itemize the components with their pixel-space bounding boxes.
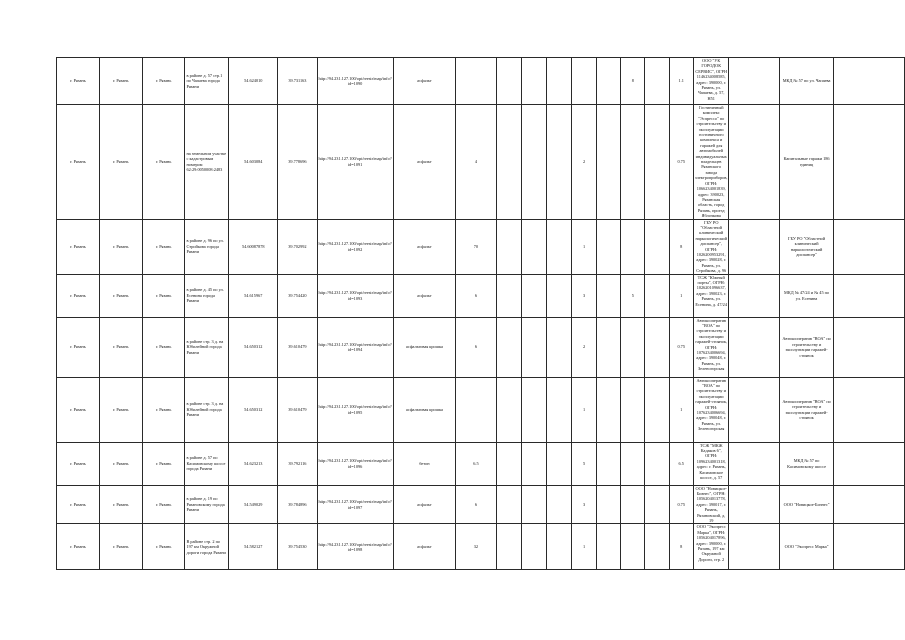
table-row (57, 442, 905, 485)
cell-col12 (546, 317, 571, 377)
cell-address: в районе д. 57 стр.1 по Чапаева города Рязани (185, 58, 229, 105)
cell-volume: 6.5 (669, 442, 693, 485)
cell-col19 (729, 442, 780, 485)
cell-area (456, 377, 497, 442)
cell-district: г. Рязань (99, 219, 142, 274)
register-body (57, 58, 905, 570)
cell-col12 (546, 442, 571, 485)
cell-address: в районе д. 57 по Касимовскому шоссе города Рязани (185, 442, 229, 485)
cell-longitude: 39.754530 (278, 524, 317, 570)
cell-latitude: 54.624010 (229, 58, 278, 105)
cell-col15 (621, 442, 645, 485)
cell-map-link[interactable]: http://94.231.127.100/opt/reestr/map/info?id=1096 (317, 442, 393, 485)
cell-municipality: г. Рязань (142, 524, 185, 570)
cell-col15 (621, 105, 645, 220)
cell-col16 (645, 219, 669, 274)
cell-longitude: 39.610479 (278, 377, 317, 442)
cell-col19 (729, 485, 780, 524)
cell-col15 (621, 377, 645, 442)
cell-col11 (521, 524, 546, 570)
cell-longitude: 39.778696 (278, 105, 317, 220)
cell-map-link[interactable]: http://94.231.127.100/opt/reestr/map/info?id=1093 (317, 274, 393, 317)
cell-address: в районе д. 45 по ул. Есенина города Рязани (185, 274, 229, 317)
cell-district: г. Рязань (99, 105, 142, 220)
cell-address: в районе стр. 3 д. на Юбилейной города Рязани (185, 377, 229, 442)
cell-surface: асфальтовая крошка (393, 377, 455, 442)
cell-containers: 3 (571, 274, 596, 317)
cell-latitude: 54.582127 (229, 524, 278, 570)
cell-municipality: г. Рязань (142, 317, 185, 377)
cell-col16 (645, 105, 669, 220)
cell-col10 (496, 317, 521, 377)
cell-settlement: г. Рязань (57, 58, 100, 105)
cell-settlement: г. Рязань (57, 105, 100, 220)
cell-col12 (546, 485, 571, 524)
cell-col19 (729, 105, 780, 220)
cell-spare (833, 524, 904, 570)
cell-col16 (645, 485, 669, 524)
cell-surface: асфальт (393, 58, 455, 105)
cell-col11 (521, 105, 546, 220)
table-row (57, 219, 905, 274)
cell-owner: Гостиничный комплекс "Эспрессо" по строительству и эксплуатации гостиничного комплекса и гаражей для автомобилей индивидуальных владельцев Рязанского завода электроприборов, ОГРН: 1066234001839, адрес: 390023, Рязанская область, город Рязань, проезд Яблочкова (694, 105, 728, 219)
table-row (57, 377, 905, 442)
cell-municipality: г. Рязань (142, 219, 185, 274)
cell-surface: асфальтовая крошка (393, 317, 455, 377)
cell-area: 6 (456, 485, 497, 524)
cell-col12 (546, 219, 571, 274)
cell-sources: Капитальные гаражи 186 единиц (780, 105, 833, 220)
cell-volume: 1 (669, 377, 693, 442)
cell-settlement: г. Рязань (57, 274, 100, 317)
cell-latitude: 54.650312 (229, 317, 278, 377)
table-row (57, 524, 905, 570)
cell-containers: 3 (571, 485, 596, 524)
cell-district: г. Рязань (99, 377, 142, 442)
cell-spare (833, 377, 904, 442)
cell-col12 (546, 58, 571, 105)
cell-col14 (597, 442, 621, 485)
cell-col14 (597, 524, 621, 570)
cell-col15 (621, 219, 645, 274)
cell-municipality: г. Рязань (142, 485, 185, 524)
cell-col14 (597, 317, 621, 377)
cell-col15: 5 (621, 274, 645, 317)
cell-address: на земельном участке с кадастровым номером 62:29:0050008:2483 (185, 105, 229, 220)
table-row (57, 274, 905, 317)
cell-col14 (597, 485, 621, 524)
cell-volume: 0.75 (669, 317, 693, 377)
cell-district: г. Рязань (99, 317, 142, 377)
table-row (57, 105, 905, 220)
cell-spare (833, 485, 904, 524)
cell-col12 (546, 105, 571, 220)
cell-col12 (546, 524, 571, 570)
cell-col11 (521, 317, 546, 377)
cell-latitude: 54.603084 (229, 105, 278, 220)
cell-col19 (729, 377, 780, 442)
cell-municipality: г. Рязань (142, 377, 185, 442)
cell-spare (833, 317, 904, 377)
cell-latitude: 54.60087878 (229, 219, 278, 274)
cell-col19 (729, 58, 780, 105)
cell-containers: 1 (571, 524, 596, 570)
cell-volume: 8 (669, 219, 693, 274)
cell-col16 (645, 377, 669, 442)
cell-district: г. Рязань (99, 274, 142, 317)
cell-map-link[interactable]: http://94.231.127.100/opt/reestr/map/info?id=1098 (317, 524, 393, 570)
cell-district: г. Рязань (99, 442, 142, 485)
cell-settlement: г. Рязань (57, 317, 100, 377)
cell-col14 (597, 274, 621, 317)
cell-col10 (496, 524, 521, 570)
cell-longitude: 39.754420 (278, 274, 317, 317)
cell-surface: бетон (393, 442, 455, 485)
cell-owner: ООО "УК ГОРОДОК СЕРВИС", ОГРН 1146234008585, адрес: 390000, г. Рязань, ул. Чапаева, д. 57, Н51 (693, 58, 729, 105)
table-row (57, 58, 905, 105)
cell-col19 (729, 274, 780, 317)
cell-spare (833, 219, 904, 274)
cell-containers: 2 (571, 105, 596, 220)
cell-area (456, 58, 497, 105)
cell-containers: 5 (571, 442, 596, 485)
cell-col15: 8 (621, 58, 645, 105)
cell-area: 70 (456, 219, 497, 274)
cell-municipality: г. Рязань (142, 58, 185, 105)
cell-col14 (597, 58, 621, 105)
cell-col15 (621, 524, 645, 570)
cell-address: в районе д. 19 по Рязановскому города Рязани (185, 485, 229, 524)
cell-volume: 1.1 (669, 58, 693, 105)
cell-col16 (645, 58, 669, 105)
cell-municipality: г. Рязань (142, 274, 185, 317)
cell-spare (833, 274, 904, 317)
cell-col10 (496, 377, 521, 442)
cell-district: г. Рязань (99, 485, 142, 524)
cell-sources: Автокооператив "ВОА" по строительству и эксплуатации гаражей-стоянок (780, 317, 833, 377)
cell-volume: 1 (669, 274, 693, 317)
cell-col12 (546, 274, 571, 317)
cell-col11 (521, 442, 546, 485)
cell-owner: ООО "Экспресс Марка", ОГРН: 1056204017896, адрес: 390000, г. Рязань, 197 км Окружной Дороги, стр. 2 (693, 524, 729, 570)
cell-surface: асфальт (393, 524, 455, 570)
cell-owner: ТСЖ "Южный порты", ОГРН: 1026201096637, адрес: 390023, г. Рязань, ул. Есенина, д. 47/24 (693, 274, 729, 317)
cell-containers: 1 (571, 377, 596, 442)
cell-volume: 0.75 (669, 485, 693, 524)
cell-longitude: 39.610479 (278, 317, 317, 377)
cell-sources: ООО "Экспресс Марка" (780, 524, 833, 570)
cell-owner: ГБУ РО "Областной клинический наркологический диспансер", ОГРН: 1026200953291, адрес: 390028, г. Рязань, ул. Стройкова, д. 96 (693, 219, 729, 274)
cell-settlement: г. Рязань (57, 524, 100, 570)
cell-longitude: 39.702992 (278, 219, 317, 274)
cell-address: в районе д. 96 по ул. Стройкова города Рязани (185, 219, 229, 274)
cell-col15 (621, 317, 645, 377)
cell-volume: 0.75 (669, 105, 693, 220)
cell-longitude: 39.792116 (278, 442, 317, 485)
cell-owner: Автокооператив "ВОА" по строительству и эксплуатации гаражей-стоянок, ОГРН: 1076234006694, адрес: 390048, г. Рязань, ул. Зеленогорская (693, 317, 729, 377)
cell-col10 (496, 219, 521, 274)
cell-col14 (597, 105, 621, 220)
cell-map-link[interactable]: http://94.231.127.100/opt/reestr/map/info?id=1091 (317, 105, 393, 220)
register-table (56, 57, 905, 570)
cell-spare (833, 442, 904, 485)
cell-col19 (729, 317, 780, 377)
cell-col19 (729, 219, 780, 274)
cell-latitude: 54.615967 (229, 274, 278, 317)
table-row (57, 485, 905, 524)
cell-sources: ООО "Новицкое-Бизнес" (780, 485, 833, 524)
cell-area: 6 (456, 274, 497, 317)
cell-col11 (521, 219, 546, 274)
cell-area: 32 (456, 524, 497, 570)
cell-col10 (496, 105, 521, 220)
cell-settlement: г. Рязань (57, 485, 100, 524)
cell-area: 6.5 (456, 442, 497, 485)
cell-map-link[interactable]: http://94.231.127.100/opt/reestr/map/info?id=1094 (317, 317, 393, 377)
cell-area: 6 (456, 317, 497, 377)
cell-containers: 2 (571, 317, 596, 377)
cell-sources: ГБУ РО "Областной клинический наркологический диспансер" (780, 219, 833, 274)
cell-col19 (729, 524, 780, 570)
cell-col10 (496, 274, 521, 317)
cell-col11 (521, 377, 546, 442)
cell-col16 (645, 317, 669, 377)
cell-col16 (645, 274, 669, 317)
cell-map-link[interactable]: http://94.231.127.100/opt/reestr/map/info?id=1097 (317, 485, 393, 524)
cell-latitude: 54.623213 (229, 442, 278, 485)
cell-municipality: г. Рязань (142, 105, 185, 220)
cell-surface: асфальт (393, 485, 455, 524)
cell-col10 (496, 442, 521, 485)
cell-containers (571, 58, 596, 105)
cell-sources: МКД № 57 по ул. Чапаева (780, 58, 833, 105)
cell-map-link[interactable]: http://94.231.127.100/opt/reestr/map/info?id=1090 (317, 58, 393, 105)
cell-longitude: 39.731163 (278, 58, 317, 105)
cell-municipality: г. Рязань (142, 442, 185, 485)
cell-owner: ТСЖ "МКЖ Кадаков 6", ОГРН: 1096234001318, адрес: г. Рязань, Касимовское шоссе, д. 57 (693, 442, 729, 485)
cell-col10 (496, 58, 521, 105)
cell-latitude: 54.549029 (229, 485, 278, 524)
cell-spare (833, 105, 904, 220)
cell-spare (833, 58, 904, 105)
cell-map-link[interactable]: http://94.231.127.100/opt/reestr/map/info?id=1092 (317, 219, 393, 274)
cell-settlement: г. Рязань (57, 442, 100, 485)
cell-area: 4 (456, 105, 497, 220)
cell-surface: асфальт (393, 219, 455, 274)
cell-settlement: г. Рязань (57, 219, 100, 274)
cell-surface: асфальт (393, 274, 455, 317)
cell-owner: ООО "Новицкое-Бизнес", ОГРН: 1056204013778, адрес: 390017, г. Рязань, Рязановский, д. 19 (693, 485, 729, 524)
cell-settlement: г. Рязань (57, 377, 100, 442)
cell-address: в районе стр. 3 д. на Юбилейной города Рязани (185, 317, 229, 377)
cell-col14 (597, 219, 621, 274)
cell-map-link[interactable]: http://94.231.127.100/opt/reestr/map/info?id=1095 (317, 377, 393, 442)
cell-containers: 1 (571, 219, 596, 274)
cell-owner: Автокооператив "ВОА" по строительству и эксплуатации гаражей-стоянок, ОГРН: 1076234006694, адрес: 390048, г. Рязань, ул. Зеленогорская (693, 377, 729, 442)
cell-latitude: 54.650312 (229, 377, 278, 442)
cell-volume: 8 (669, 524, 693, 570)
cell-col16 (645, 442, 669, 485)
cell-col12 (546, 377, 571, 442)
cell-address: В районе стр. 2 по 197 км Окружной дороги города Рязани (185, 524, 229, 570)
cell-district: г. Рязань (99, 58, 142, 105)
table-row (57, 317, 905, 377)
cell-longitude: 39.784896 (278, 485, 317, 524)
cell-col16 (645, 524, 669, 570)
cell-surface: асфальт (393, 105, 455, 220)
cell-col10 (496, 485, 521, 524)
cell-col11 (521, 485, 546, 524)
cell-col11 (521, 58, 546, 105)
cell-district: г. Рязань (99, 524, 142, 570)
cell-sources: Автокооператив "ВОА" по строительству и эксплуатации гаражей-стоянок (780, 377, 833, 442)
cell-col14 (597, 377, 621, 442)
cell-sources: МКД № 47/24 и № 45 по ул. Есенина (780, 274, 833, 317)
cell-sources: МКД № 57 по Касимовскому шоссе (780, 442, 833, 485)
cell-col11 (521, 274, 546, 317)
cell-col15 (621, 485, 645, 524)
